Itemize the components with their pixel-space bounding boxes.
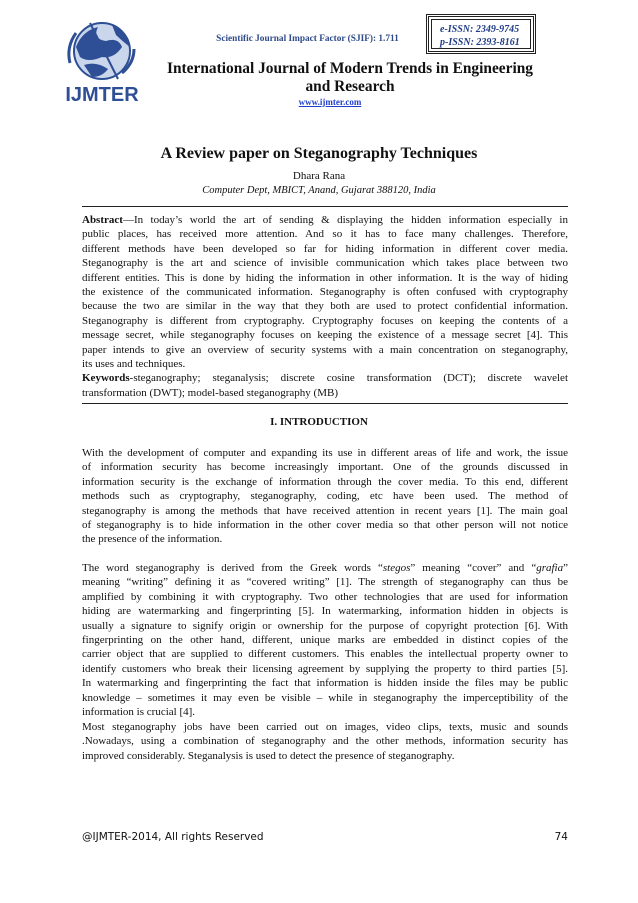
abstract-line: different methods have been developed so far for hiding information in different cover media. — [82, 242, 568, 255]
text-line: information security is the exchange of information through the cover media. To this end, different — [82, 475, 568, 488]
pissn-label: p-ISSN: 2393-8161 — [440, 37, 520, 48]
text-line: With the development of computer and expanding its use in different areas of life and work, the issue — [82, 447, 568, 459]
text-line: methods such as cryptography, steganography, coding, etc have been used. The method of — [82, 490, 568, 503]
journal-title-line1: International Journal of Modern Trends in Engineering — [167, 60, 533, 77]
abstract-line: Abstract—In today’s world the art of sending & displaying the hidden information especially in — [82, 214, 568, 226]
abstract-line: because the two are similar in the way that they both are used to protect confidential information. — [82, 300, 568, 313]
abstract-line: Steganography is the art and science of invisible communication which takes place between two — [82, 257, 568, 270]
abstract-block — [82, 213, 568, 400]
text-line: meaning “writing” defining it as “covered writing” [1]. The strength of steganography can thus be — [82, 576, 568, 589]
abstract-line: different entities. This is done by hiding the information in other information. It is the way of hiding — [82, 271, 568, 284]
text-line: carrier object that are supplied to different customers. This enables the intellectual property owner to — [82, 648, 568, 661]
text-line: usually a signature to signify origin or ownership for the purpose of copyright protection [6]. With — [82, 619, 568, 632]
text-line: the presence of the information. — [82, 533, 223, 546]
keywords-label: Keywords — [82, 372, 130, 385]
text-line: The word steganography is derived from the Greek words “stegos” meaning “cover” and “grafia” — [82, 562, 569, 574]
text-line: improved considerably. Steganalysis is used to detect the presence of steganography. — [82, 749, 455, 762]
author-affiliation: Computer Dept, MBICT, Anand, Gujarat 388120, India — [202, 185, 436, 196]
text-line: knowledge – sometimes it may even be visible – while in steganography the imperceptibility of the — [82, 691, 568, 704]
abstract-line: public places, has received more attention. And so it has to face many challenges. Therefore, — [82, 228, 568, 241]
globe-logo-icon — [62, 17, 142, 107]
abstract-label: Abstract — [82, 214, 123, 226]
greek-term-grafia: grafia — [536, 562, 564, 574]
abstract-bottom-rule — [82, 403, 568, 404]
text-line: of information security has become increasingly important. One of the grounds discussed in — [82, 461, 568, 474]
journal-title — [140, 60, 560, 96]
abstract-line: paper intends to give an overview of security systems with a main concentration on steganography, — [82, 343, 568, 356]
intro-paragraph-1 — [82, 446, 568, 547]
abstract-top-rule — [82, 206, 568, 207]
abstract-line: Steganography is different from cryptography. Cryptography focuses on keeping the contents of a — [82, 314, 568, 327]
footer-copyright: @IJMTER-2014, All rights Reserved — [82, 831, 264, 843]
logo-wordmark: IJMTER — [65, 84, 139, 106]
section-heading: I. INTRODUCTION — [270, 416, 368, 428]
text-line: Most steganography jobs have been carried out on images, video clips, texts, music and sounds — [82, 721, 568, 733]
journal-url-link[interactable]: www.ijmter.com — [298, 97, 362, 107]
journal-logo — [62, 17, 142, 107]
impact-factor: Scientific Journal Impact Factor (SJIF): 1.711 — [216, 34, 399, 44]
intro-paragraph-3 — [82, 720, 568, 763]
text-line: In watermarking and fingerprinting the fact that information is hidden inside the files may be public — [82, 677, 568, 690]
greek-term-stegos: stegos — [382, 562, 411, 574]
text-line: hiding are watermarking and fingerprinting [5]. In watermarking, information hidden in objects is — [82, 605, 568, 618]
paper-title: A Review paper on Steganography Techniques — [160, 145, 478, 162]
text-line: identify customers who break their licensing agreement by supplying the property to third parties [5]. — [82, 662, 568, 675]
page-number: 74 — [554, 831, 568, 843]
author-name: Dhara Rana — [292, 170, 346, 182]
text-line: fingerprinting on the other hand, different, unique marks are embedded in distinct copies of the — [82, 634, 568, 647]
abstract-line: its uses and techniques. — [82, 358, 186, 371]
text-line: steganography is among the methods that have received attention in recent years [1]. The main goal — [82, 504, 568, 517]
text-line: of steganography is to hide information in the other cover media so that other person will not notice — [82, 519, 568, 532]
issn-box — [426, 14, 536, 54]
text-line: .Nowadays, using a combination of steganography and the other methods, information security has — [82, 735, 568, 748]
abstract-line: the existence of the communicated information. Steganography is often confused with cryptography — [82, 286, 568, 299]
keywords-line: transformation (DWT); model-based steganography (MB) — [82, 386, 338, 399]
keywords-line: Keywords-steganography; steganalysis; discrete cosine transformation (DCT); discrete wavelet — [82, 372, 568, 385]
abstract-line: message secret, while steganography focuses on keeping the existence of a message secret [4]. This — [82, 329, 568, 342]
text-line: information is crucial [4]. — [82, 706, 196, 719]
text-line: amplified by combining it with cryptography. Two other technologies that are used for information — [82, 590, 568, 603]
intro-paragraph-2 — [82, 561, 568, 719]
journal-title-line2: and Research — [305, 78, 395, 95]
eissn-label: e-ISSN: 2349-9745 — [440, 24, 520, 35]
